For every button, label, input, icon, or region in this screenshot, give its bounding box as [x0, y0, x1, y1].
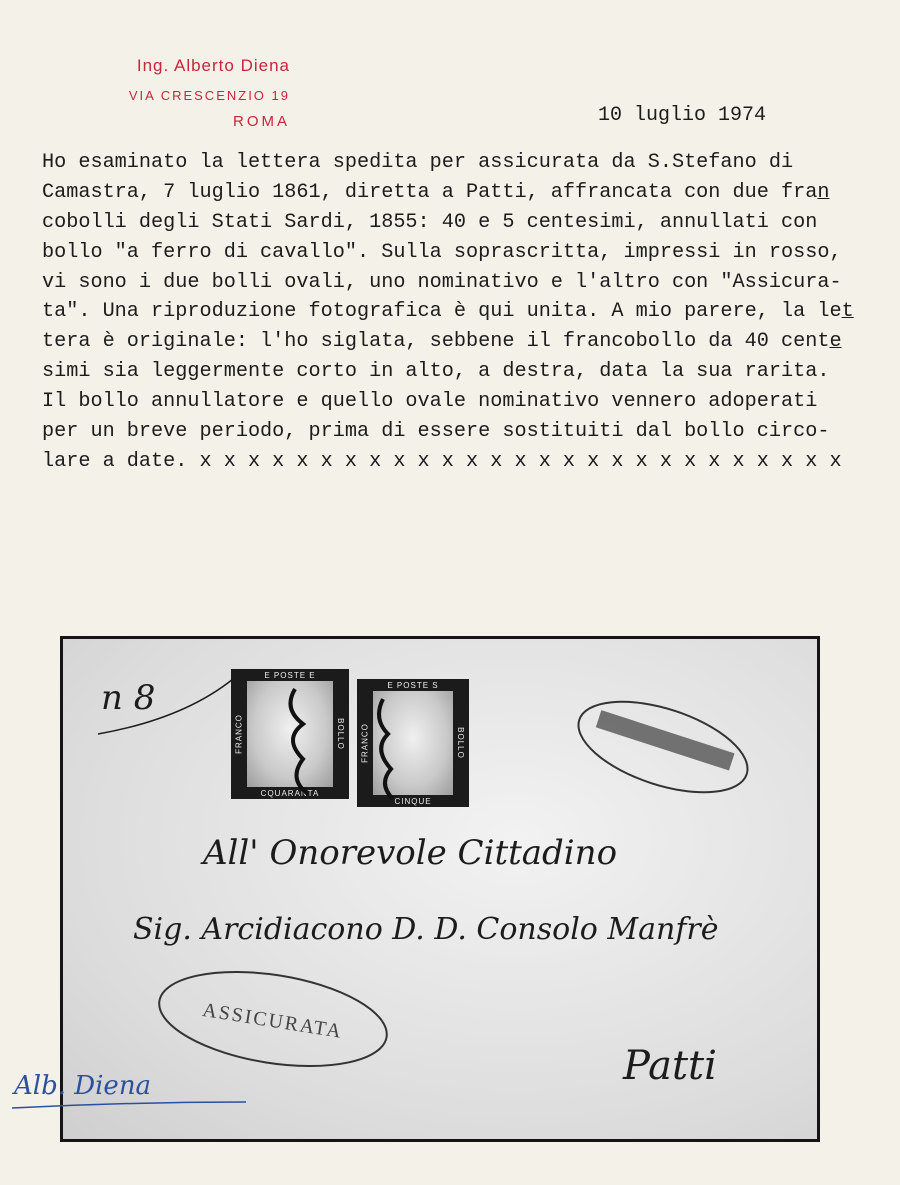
body-line	[42, 238, 872, 268]
body-line-text: cobolli degli Stati Sardi, 1855: 40 e 5 centesimi, annullati con	[42, 210, 818, 234]
stamp-40-top: E POSTE E	[264, 671, 316, 680]
body-line	[42, 208, 872, 238]
body-line-text: vi sono i due bolli ovali, uno nominativo e l'altro con "Assicura-	[42, 270, 842, 294]
letter-date: 10 luglio 1974	[598, 104, 767, 127]
body-line	[42, 268, 872, 298]
body-line	[42, 148, 872, 178]
signature-underline	[12, 1102, 246, 1108]
body-line	[42, 357, 872, 387]
body-line-text: simi sia leggermente corto in alto, a destra, data la sua rarita.	[42, 360, 830, 384]
body-line-underlined-continuation: t	[841, 300, 854, 324]
nominative-oval-text	[596, 710, 735, 770]
stamp-5-right: BOLLO	[456, 727, 466, 759]
horseshoe-cancel	[263, 669, 463, 819]
body-line-text: ta". Una riproduzione fotografica è qui unita. A mio parere, la le	[42, 300, 842, 324]
body-line	[42, 387, 872, 417]
body-line	[42, 178, 872, 208]
address-line-2: Sig. Arcidiacono D. D. Consolo Manfrè	[133, 912, 719, 947]
body-line-underlined-continuation: n	[817, 180, 830, 204]
address-line-1: All' Onorevole Cittadino	[203, 833, 618, 873]
body-line-text: Ho esaminato la lettera spedita per assicurata da S.Stefano di	[42, 151, 794, 174]
body-line-text: tera è originale: l'ho siglata, sebbene il francobollo da 40 cent	[42, 330, 830, 354]
body-line-text: Camastra, 7 luglio 1861, diretta a Patti, affrancata con due fra	[42, 180, 818, 204]
destination-patti: Patti	[623, 1043, 717, 1089]
certificate-body	[42, 148, 872, 477]
stamp-5-bottom: CINQUE	[394, 797, 432, 806]
letterhead-street: VIA CRESCENZIO 19	[128, 88, 290, 103]
body-line-text: Il bollo annullatore e quello ovale nominativo vennero adoperati	[42, 390, 818, 414]
body-line	[42, 327, 872, 357]
body-line-text: per un breve periodo, prima di essere sostituiti dal bollo circo-	[42, 420, 830, 444]
stamp-40-right: BOLLO	[336, 718, 346, 750]
signature-text: Alb. Diena	[14, 1071, 152, 1101]
letterhead-city: ROMA	[233, 113, 290, 130]
body-line	[42, 297, 872, 327]
body-line	[42, 417, 872, 447]
body-line-underlined-continuation: e	[829, 330, 842, 354]
stamp-5-top: E POSTE S	[387, 681, 439, 690]
registration-notation: n 8	[101, 678, 156, 718]
stamp-5-left: FRANCO	[360, 723, 370, 763]
letterhead	[40, 56, 290, 130]
assicurata-text: ASSICURATA	[200, 999, 345, 1043]
stamp-40-bottom: CQUARANTA	[260, 789, 320, 798]
body-line-text: bollo "a ferro di cavallo". Sulla soprascritta, impressi in rosso,	[42, 240, 842, 264]
stamp-40-left: FRANCO	[234, 714, 244, 754]
expert-signature	[10, 1062, 260, 1122]
body-line-text: lare a date. x x x x x x x x x x x x x x x x x x x x x x x x x x x	[42, 449, 842, 473]
letterhead-name: Ing. Alberto Diena	[136, 56, 290, 75]
body-line	[42, 447, 872, 477]
